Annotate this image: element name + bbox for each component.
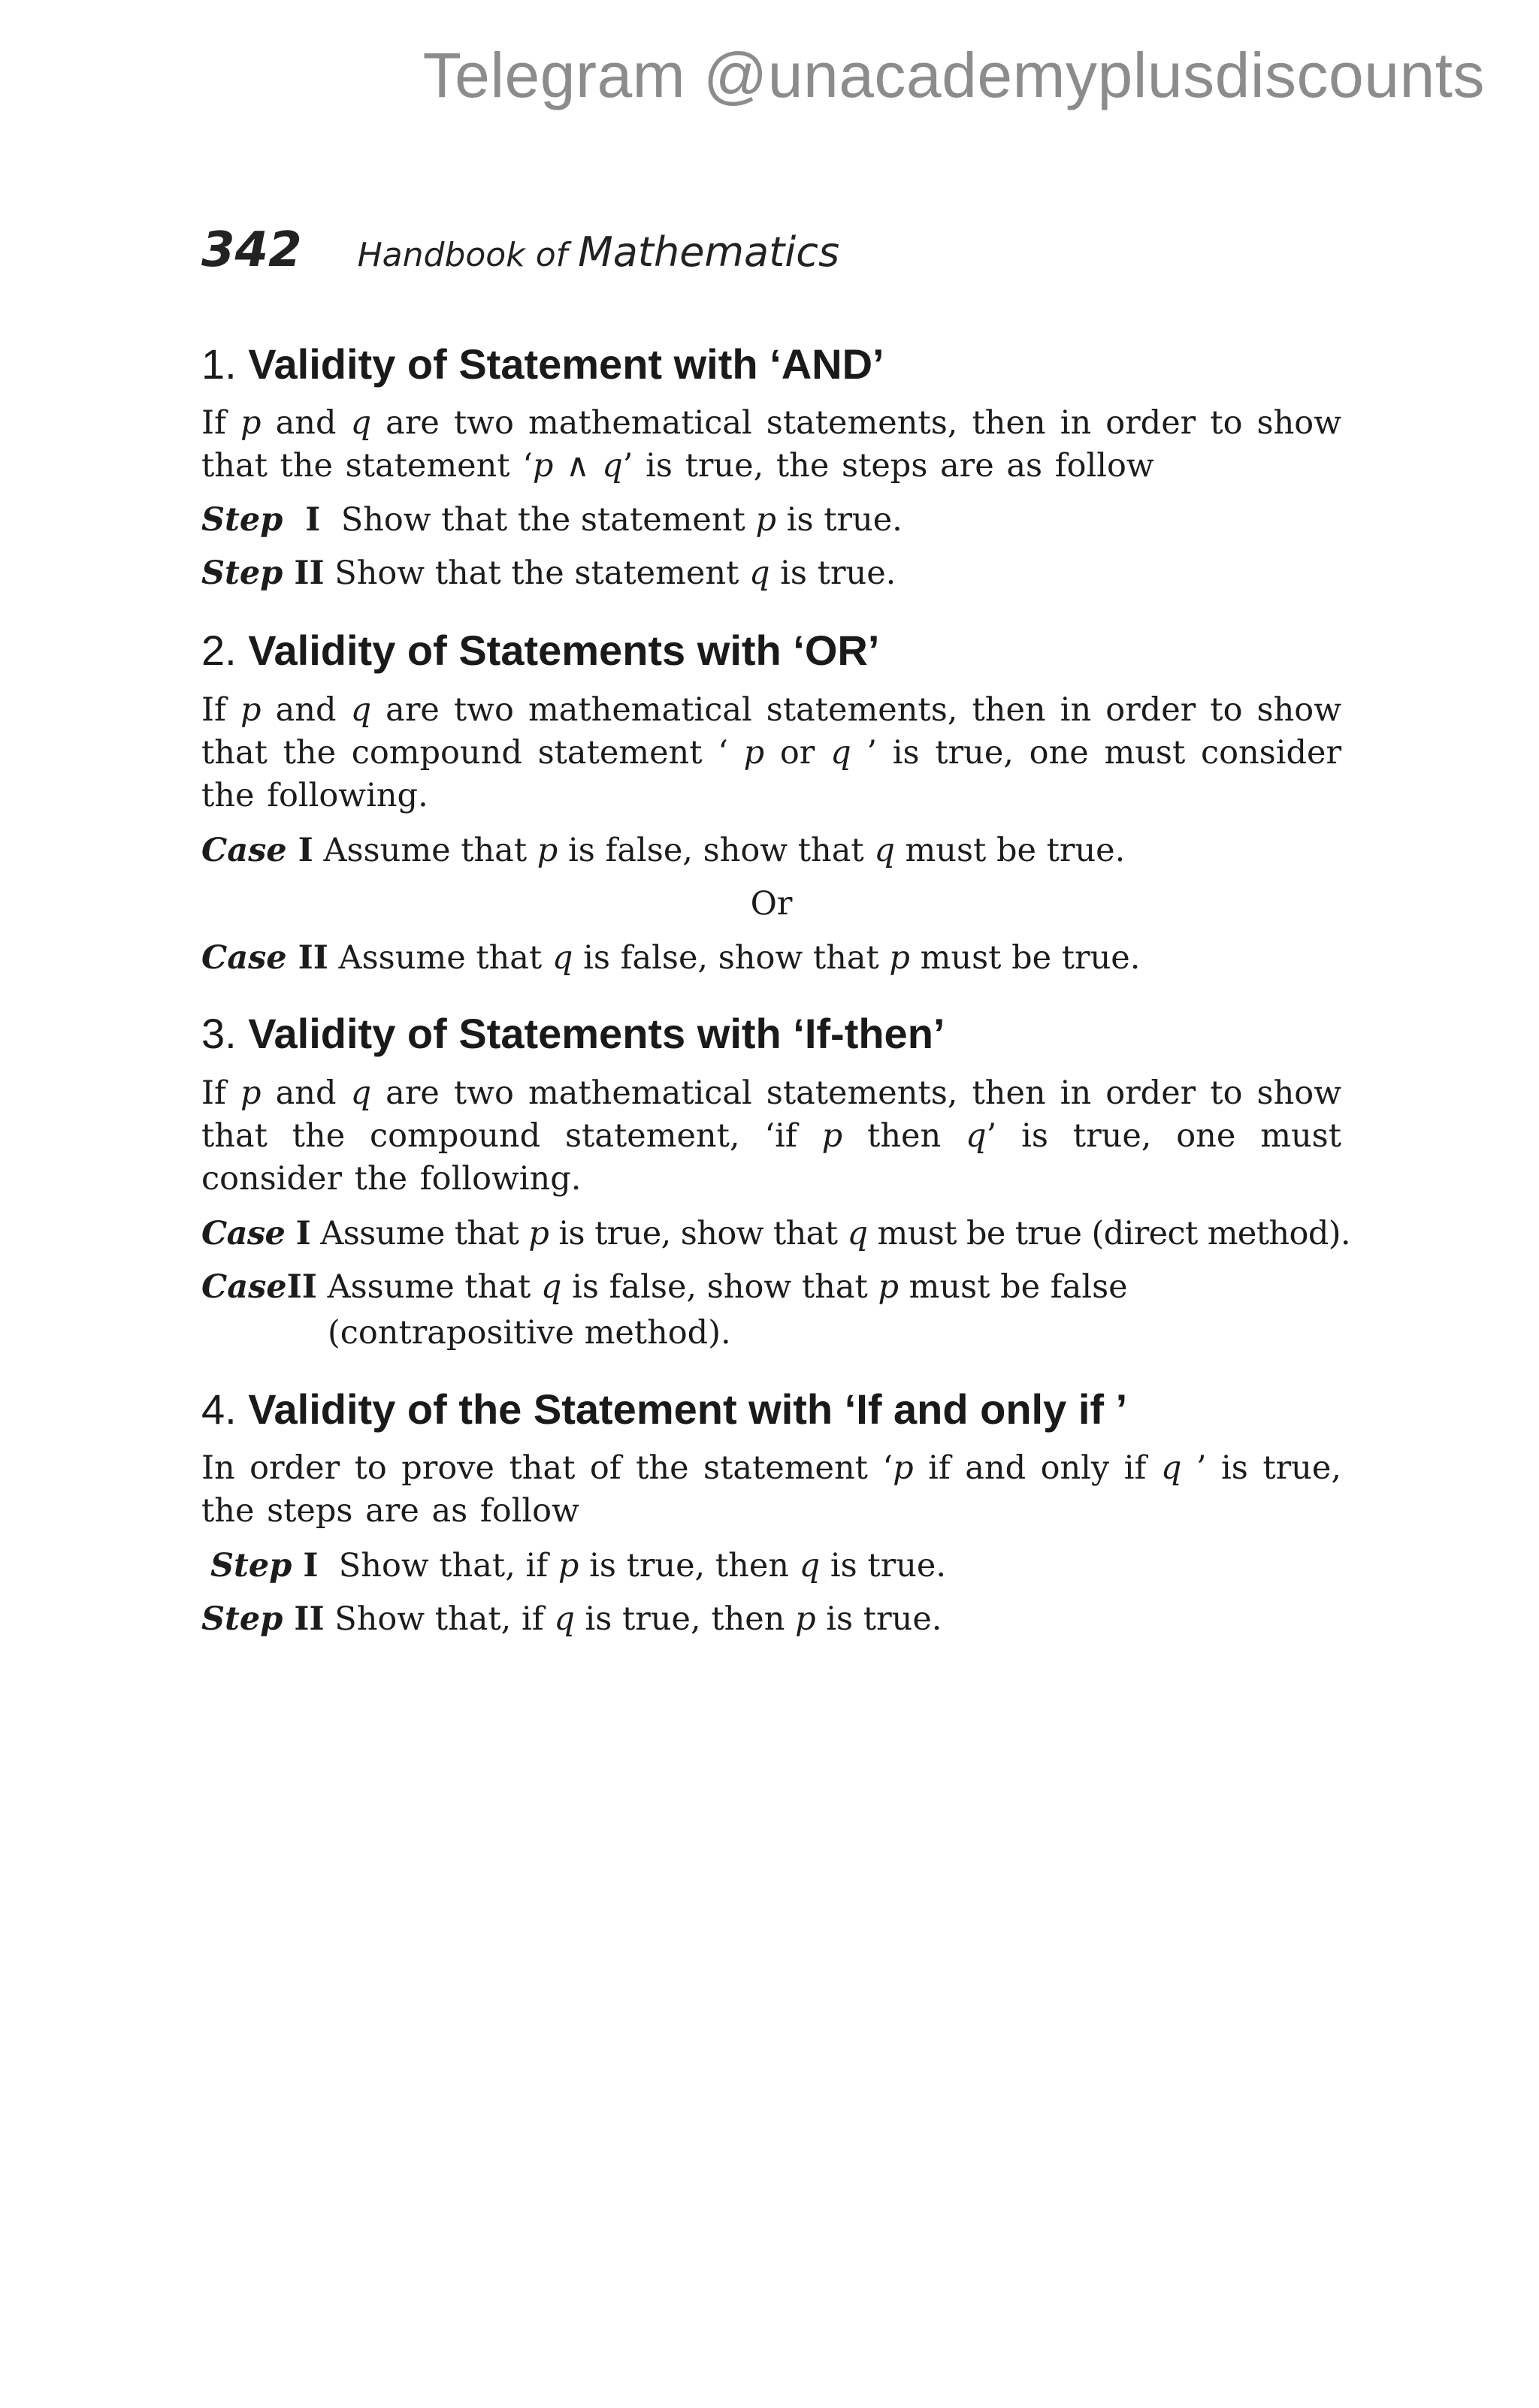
text: or	[764, 734, 831, 772]
variable-p: p	[893, 1449, 914, 1487]
text: Assume that	[320, 1215, 529, 1252]
section-title: Validity of the Statement with ‘If and only if ’	[248, 1385, 1128, 1433]
step-number: I	[303, 1547, 319, 1585]
variable: q	[748, 554, 770, 592]
section-heading-2	[201, 626, 879, 675]
case-item	[201, 937, 1140, 980]
text: and	[261, 691, 351, 729]
text: is true.	[770, 554, 896, 592]
case-label: Case	[201, 939, 287, 977]
section-number: 1.	[201, 340, 237, 388]
section-1-intro	[201, 402, 1341, 488]
variable: q	[799, 1547, 821, 1585]
text: Show that, if	[334, 1600, 555, 1638]
text: ’ is true, one must consider the following.	[201, 1117, 1342, 1198]
or-separator: Or	[750, 885, 793, 923]
case-number: I	[298, 832, 313, 869]
text: Assume that	[338, 939, 552, 977]
book-title-big: Mathematics	[578, 228, 840, 276]
case-label: Case	[201, 832, 287, 869]
case-number: II	[298, 939, 328, 977]
text: are two mathematical statements, then in order to show that the compound statement ‘	[201, 691, 1342, 772]
text: Show that the statement	[340, 501, 756, 539]
text: must be true.	[909, 939, 1141, 977]
variable: q	[540, 1268, 562, 1306]
text: if and only if	[913, 1449, 1161, 1487]
variable: p	[558, 1547, 579, 1585]
case-label: Case	[201, 1215, 286, 1252]
step-number: II	[294, 554, 325, 592]
text: is false, show that	[573, 939, 890, 977]
conjunction-expression: p ∧ q	[532, 447, 623, 485]
step-item	[201, 499, 903, 542]
step-label: Step	[201, 1600, 283, 1638]
variable: p	[889, 939, 910, 977]
case-item	[201, 829, 1125, 872]
variable: p	[795, 1600, 816, 1638]
book-title	[358, 228, 840, 276]
variable-q: q	[350, 1074, 372, 1112]
case-item	[201, 1266, 1128, 1309]
text: is true.	[815, 1600, 942, 1638]
variable-p: p	[240, 691, 262, 729]
variable: p	[878, 1268, 899, 1306]
text: must be false	[898, 1268, 1128, 1306]
section-heading-3	[201, 1009, 945, 1058]
text: Show that, if	[338, 1547, 558, 1585]
variable-q: q	[350, 691, 372, 729]
section-3-intro	[201, 1072, 1341, 1201]
section-title: Validity of Statement with ‘AND’	[248, 340, 884, 388]
step-item	[210, 1545, 946, 1588]
text: is true, show that	[549, 1215, 848, 1252]
text: ’ is true, one must consider the following.	[201, 734, 1341, 814]
variable-p: p	[240, 1074, 262, 1112]
text: is true, then	[574, 1600, 796, 1638]
section-2-intro	[201, 689, 1341, 817]
section-heading-4	[201, 1385, 1127, 1434]
section-title: Validity of Statements with ‘If-then’	[248, 1010, 945, 1057]
variable-q: q	[830, 734, 851, 772]
section-number: 4.	[201, 1385, 237, 1433]
text: ’ is true, the steps are as follow	[201, 1449, 1341, 1530]
text: and	[261, 404, 351, 442]
text: is false, show that	[558, 832, 875, 869]
text: must be true.	[894, 832, 1126, 869]
text: Assume that	[323, 832, 537, 869]
section-number: 2.	[201, 627, 237, 674]
variable-q: q	[966, 1117, 987, 1155]
text: is false, show that	[561, 1268, 878, 1306]
text: Show that the statement	[334, 554, 749, 592]
text: If	[201, 404, 240, 442]
variable: q	[554, 1600, 575, 1638]
variable: p	[528, 1215, 549, 1252]
watermark-text: Telegram @unacademyplusdiscounts	[422, 40, 1485, 110]
text: In order to prove that of the statement ‘	[201, 1449, 893, 1487]
variable-q: q	[1160, 1449, 1182, 1487]
variable: q	[847, 1215, 868, 1252]
variable: q	[552, 939, 573, 977]
section-title: Validity of Statements with ‘OR’	[248, 627, 880, 674]
case-label: Case	[201, 1268, 287, 1306]
step-item	[201, 552, 896, 595]
variable-p: p	[240, 404, 262, 442]
step-label: Step	[201, 554, 283, 592]
variable: p	[537, 832, 558, 869]
step-number: II	[294, 1600, 325, 1638]
case-continuation: (contrapositive method).	[328, 1314, 731, 1352]
text: ’ is true, the steps are as follow	[622, 447, 1154, 485]
case-item	[201, 1213, 1350, 1255]
text: Assume that	[327, 1268, 541, 1306]
text: then	[842, 1117, 966, 1155]
text: are two mathematical statements, then in order to show that the statement ‘	[201, 404, 1342, 485]
section-number: 3.	[201, 1010, 237, 1057]
text: is true.	[820, 1547, 947, 1585]
case-number: II	[286, 1268, 317, 1306]
step-number: I	[305, 501, 321, 539]
text: is true, then	[579, 1547, 800, 1585]
book-title-small: Handbook of	[357, 236, 568, 274]
step-label: Step	[210, 1547, 292, 1585]
variable-p: p	[821, 1117, 843, 1155]
text: and	[261, 1074, 351, 1112]
variable: q	[874, 832, 895, 869]
running-head	[201, 222, 839, 278]
page-number: 342	[201, 222, 302, 278]
text: are two mathematical statements, then in order to show that the compound statement, ‘if	[201, 1074, 1342, 1155]
text: is true.	[776, 501, 903, 539]
text: must be true (direct method).	[867, 1215, 1350, 1252]
text: If	[201, 691, 240, 729]
section-4-intro	[201, 1447, 1341, 1533]
step-item	[201, 1598, 942, 1641]
text: If	[201, 1074, 240, 1112]
step-label: Step	[201, 501, 283, 539]
variable-p: p	[743, 734, 765, 772]
section-heading-1	[201, 340, 884, 388]
variable: p	[755, 501, 777, 539]
variable-q: q	[350, 404, 372, 442]
case-number: I	[295, 1215, 311, 1252]
